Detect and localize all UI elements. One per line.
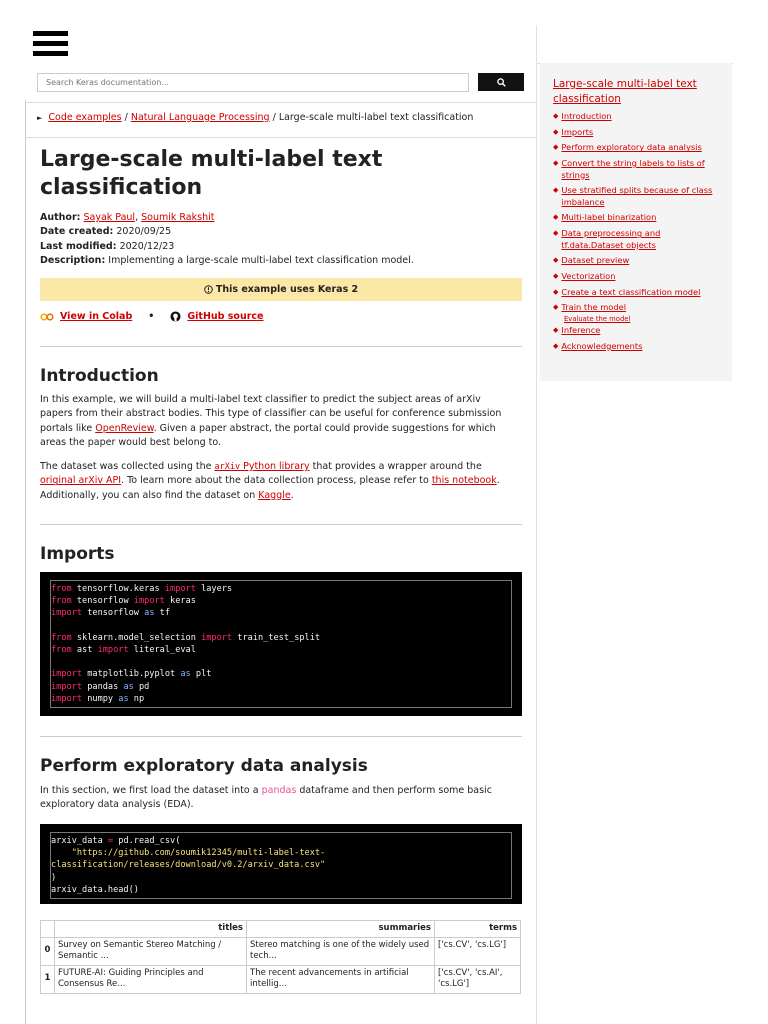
breadcrumb: ► Code examples / Natural Language Processing / Large-scale multi-label text classification: [37, 112, 474, 123]
column-header: terms: [435, 921, 521, 938]
author-link[interactable]: Soumik Rakshit: [141, 212, 215, 223]
search-button[interactable]: [478, 73, 524, 91]
diamond-bullet-icon: ◆: [553, 341, 559, 350]
toc-title[interactable]: Large-scale multi-label text classification: [553, 78, 697, 105]
table-row: 1 FUTURE-AI: Guiding Principles and Consensus Re... The recent advancements in artificial intellig... ['cs.CV', 'cs.AI', 'cs.LG']: [41, 965, 521, 993]
intro-paragraph-2: The dataset was collected using the arXiv Python library that provides a wrapper around the original arXiv API. To learn more about the data collection process, please refer to this notebook. Additionally, you can also find the dataset on Kaggle.: [40, 461, 500, 501]
toc-subitem[interactable]: Evaluate the model: [564, 315, 631, 324]
toc-item[interactable]: ◆ Use stratified splits because of class imbalance: [553, 185, 713, 207]
menu-hamburger-icon[interactable]: [33, 31, 68, 57]
kaggle-link[interactable]: Kaggle: [258, 489, 291, 501]
arxiv-api-link[interactable]: original arXiv API: [40, 475, 122, 487]
toc-item[interactable]: ◆ Convert the string labels to lists of strings: [553, 158, 705, 180]
pandas-code: pandas: [261, 785, 297, 796]
code-content: [50, 580, 512, 708]
content-border-left: [25, 100, 26, 1024]
source-links: View in Colab • GitHub source: [40, 311, 263, 322]
column-header: summaries: [247, 921, 435, 938]
table-header-row: [41, 921, 521, 938]
eda-paragraph: In this section, we first load the dataset into a pandas dataframe and then perform some basic exploratory data analysis (EDA).: [40, 785, 492, 811]
code-line: "https://github.com/soumik12345/multi-label-text-: [71, 848, 326, 859]
toc-item[interactable]: ◆ Imports: [553, 126, 594, 137]
code-line: import numpy as np: [51, 693, 145, 704]
diamond-bullet-icon: ◆: [553, 159, 559, 168]
code-line: [51, 656, 511, 668]
diamond-bullet-icon: ◆: [553, 112, 559, 120]
view-in-colab-link[interactable]: View in Colab: [60, 311, 133, 322]
imports-heading: Imports: [40, 544, 115, 564]
keras2-notice: This example uses Keras 2: [40, 278, 522, 301]
breadcrumb-current: Large-scale multi-label text classification: [278, 112, 474, 123]
dataframe-table: [40, 920, 521, 994]
divider: [40, 736, 522, 737]
diamond-bullet-icon: ◆: [553, 326, 559, 335]
breadcrumb-arrow-icon: ►: [37, 114, 43, 122]
code-line: import tensorflow as tf: [51, 608, 171, 619]
notebook-link[interactable]: this notebook: [431, 475, 497, 487]
code-line: from tensorflow.keras import layers: [51, 584, 233, 594]
diamond-bullet-icon: ◆: [553, 186, 559, 195]
toc-item[interactable]: ◆ Create a text classification model: [553, 286, 701, 297]
imports-code-block[interactable]: [40, 572, 522, 716]
diamond-bullet-icon: ◆: [553, 127, 559, 136]
code-line: from sklearn.model_selection import train_test_split: [51, 632, 321, 643]
author-link[interactable]: Sayak Paul: [83, 212, 136, 223]
table-row: 0 Survey on Semantic Stereo Matching / Semantic ... Stereo matching is one of the widely used tech... ['cs.CV', 'cs.LG']: [41, 937, 521, 965]
code-line: classification/releases/download/v0.2/arxiv_data.csv": [51, 860, 326, 871]
code-line: arxiv_data.head(): [51, 884, 139, 895]
table-of-contents: [540, 63, 732, 381]
github-icon: [170, 311, 181, 322]
code-line: import matplotlib.pyplot as plt: [51, 669, 212, 680]
diamond-bullet-icon: ◆: [553, 256, 559, 265]
toc-item[interactable]: ◆ Data preprocessing and tf.data.Dataset objects: [553, 228, 661, 250]
divider: [26, 102, 537, 103]
colab-icon: [40, 313, 54, 321]
toc-item[interactable]: ◆ Inference: [553, 325, 601, 336]
column-header: [41, 921, 55, 938]
toc-item[interactable]: ◆ Multi-label binarization: [553, 212, 657, 223]
eda-heading: Perform exploratory data analysis: [40, 756, 368, 776]
toc-item[interactable]: ◆ Dataset preview: [553, 255, 630, 266]
code-content: [50, 832, 512, 899]
diamond-bullet-icon: ◆: [553, 229, 559, 238]
article-meta: Author: Sayak Paul, Soumik Rakshit Date created: 2020/09/25 Last modified: 2020/12/23 Description: Implementing a large-scale multi-label text classification model.: [40, 212, 414, 267]
last-modified: 2020/12/23: [119, 240, 175, 252]
info-icon: [204, 285, 213, 294]
diamond-bullet-icon: ◆: [553, 143, 559, 152]
toc-item[interactable]: ◆ Perform exploratory data analysis: [553, 142, 702, 153]
eda-code-block[interactable]: [40, 824, 522, 904]
column-header: titles: [55, 921, 247, 938]
github-source-link[interactable]: GitHub source: [187, 311, 264, 322]
toc-item[interactable]: ◆ Train the model: [553, 302, 627, 313]
code-line: from tensorflow import keras: [51, 596, 196, 607]
search-icon: [497, 78, 506, 87]
date-created: 2020/09/25: [116, 226, 172, 238]
code-line: from ast import literal_eval: [51, 645, 196, 656]
code-line: ): [51, 872, 57, 883]
breadcrumb-nlp[interactable]: Natural Language Processing: [130, 112, 270, 123]
arxiv-library-link[interactable]: arXiv Python library: [214, 461, 310, 472]
breadcrumb-code-examples[interactable]: Code examples: [48, 112, 122, 123]
search-input[interactable]: [37, 73, 469, 92]
divider: [26, 137, 537, 138]
openreview-link[interactable]: OpenReview: [95, 422, 154, 434]
toc-item[interactable]: ◆ Vectorization: [553, 271, 616, 281]
description: Implementing a large-scale multi-label text classification model.: [108, 255, 414, 267]
introduction-heading: Introduction: [40, 366, 159, 386]
code-line: [51, 620, 511, 632]
toc-item[interactable]: ◆ Acknowledgements: [553, 340, 643, 351]
intro-paragraph-1: In this example, we will build a multi-label text classifier to predict the subject areas of arXiv papers from their abstract bodies. This type of classifier can be useful for conference submission portals like OpenReview. Given a paper abstract, the portal could provide suggestions for which areas the paper would best belong to.: [40, 394, 502, 449]
divider: [40, 346, 522, 347]
code-line: import pandas as pd: [51, 681, 150, 692]
page-title: Large-scale multi-label text classification: [40, 147, 383, 200]
divider: [40, 524, 522, 525]
diamond-bullet-icon: ◆: [553, 272, 559, 280]
sidebar-border: [536, 25, 537, 1024]
diamond-bullet-icon: ◆: [553, 213, 559, 222]
diamond-bullet-icon: ◆: [553, 287, 559, 296]
code-line: arxiv_data = pd.read_csv(: [51, 836, 181, 846]
diamond-bullet-icon: ◆: [553, 303, 559, 312]
toc-item[interactable]: ◆ Introduction: [553, 111, 612, 121]
